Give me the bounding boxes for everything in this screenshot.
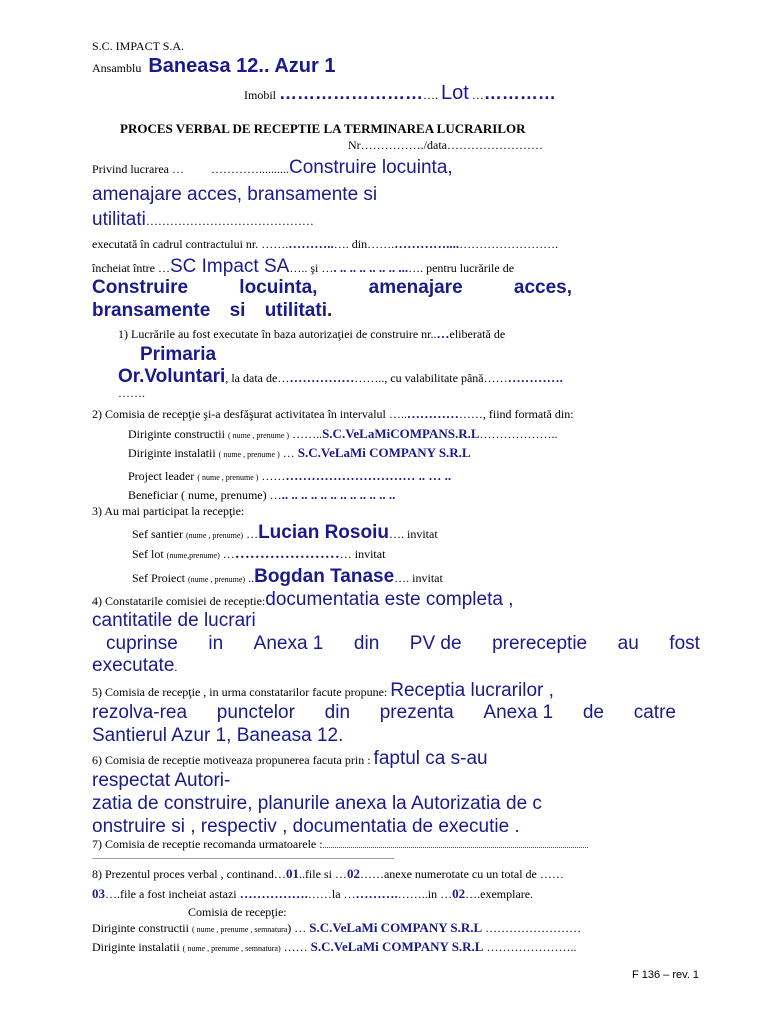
p8-date-dots: ……………. — [239, 886, 308, 901]
p8-exemplare-text: ….exemplare. — [465, 887, 534, 901]
p4-value-3 — [106, 633, 700, 655]
p6-line — [92, 748, 488, 770]
executata-contract-dots: ……….. — [288, 236, 334, 251]
row-small: ( nume , prenume ) — [197, 473, 259, 482]
p6-value-3: zatia de construire, planurile anexa la Autorizatia de c — [92, 793, 542, 814]
p8-total-count: 03 — [92, 886, 105, 901]
p4-value-4: executate — [92, 655, 175, 676]
lucrarile-line-2 — [92, 300, 332, 322]
p8-line-2 — [92, 887, 533, 902]
p8-incheiat-text: ….file a fost incheiat astazi — [105, 887, 240, 901]
footer-form-code: F 136 – rev. 1 — [632, 969, 700, 981]
lucrarile-line-1 — [92, 277, 572, 299]
privind-line-3 — [92, 209, 314, 231]
privind-value-1: Construire locuinta, — [288, 157, 453, 178]
executata-din: …. din……. — [333, 237, 395, 251]
p5-value-1: Receptia lucrarilor , — [390, 680, 554, 701]
incheiat-si: ….. şi … — [289, 261, 334, 275]
p1-valabilitate: …….., cu valabilitate până…… — [354, 371, 508, 385]
executata-date-dots: ………….... — [394, 236, 460, 251]
row-value: Bogdan Tanase — [254, 566, 395, 587]
p4-text: 4) Constatarile comisiei de receptie: — [92, 594, 266, 608]
row-label: Diriginte instalatii — [128, 446, 216, 460]
p4-word: Anexa 1 — [253, 633, 324, 654]
incheiat-text: încheiat între … — [92, 261, 170, 275]
p7-dots-2: ....................................................................................................................................................... — [92, 852, 394, 861]
row-label: Diriginte constructii — [92, 921, 189, 935]
lucrarile-word: utilitati. — [264, 300, 333, 321]
row-value: S.C.VeLaMi COMPANY S.R.L — [310, 939, 484, 954]
lot-dots-a: … — [471, 88, 484, 102]
row-value: S.C.VeLaMi COMPANY S.R.L — [309, 920, 483, 935]
p5-text: 5) Comisia de recepţie , in urma constatarilor facute propune: — [92, 685, 388, 699]
p3-row-sef-santier — [132, 522, 438, 544]
row-value: ………………… — [234, 546, 340, 562]
incheiat-dots: . .. .. .. .. .. .. ... — [333, 260, 409, 275]
p5-word: rezolva-rea — [92, 702, 188, 723]
p8-file-count: 01 — [285, 866, 299, 881]
p8-file-si: ..file si … — [298, 867, 347, 881]
p2-row-project-leader — [128, 469, 451, 484]
ansamblu-line — [92, 55, 335, 78]
incheiat-company: SC Impact SA — [169, 256, 290, 277]
row-small: (nume , prenume) — [188, 575, 246, 584]
row-small: ( nume , prenume ) — [227, 431, 290, 440]
p5-value-3: Santierul Azur 1, Baneasa 12. — [92, 725, 344, 746]
row-label: Sef Proiect — [132, 571, 185, 585]
p8-exemplare-count: 02 — [452, 886, 466, 901]
lucrarile-word: Construire — [92, 277, 189, 298]
p2-line — [92, 407, 574, 422]
p6-value-2: respectat Autori- — [92, 770, 231, 791]
p8-total-text: ……anexe numerotate cu un total de …… — [359, 867, 564, 881]
incheiat-line — [92, 256, 514, 278]
imobil-label: Imobil — [244, 88, 276, 102]
p4-word: in — [208, 633, 224, 654]
row-post: ……………….. — [479, 427, 558, 441]
p1-valabil-dots: …………. — [507, 370, 563, 385]
p5-word: Anexa 1 — [483, 702, 554, 723]
p5-word: catre — [633, 702, 676, 723]
p8-in-text: ……..in … — [397, 887, 453, 901]
row-label: Sef santier — [132, 527, 183, 541]
p1-eliberata: eliberată de — [449, 327, 506, 341]
p2-interval-dots: ………… — [406, 406, 459, 421]
row-label: Diriginte instalatii — [92, 940, 180, 954]
row-pre: … — [266, 488, 282, 502]
p8-text: 8) Prezentul proces verbal , continand… — [92, 867, 286, 881]
row-value: ………………………… .. … .. — [285, 468, 452, 483]
row-post: …………………… — [482, 921, 582, 935]
row-value: S.C.VeLaMiCOMPANS.R.L — [322, 426, 480, 441]
p2-tail: ……, fiind formată din: — [458, 407, 574, 421]
p4-word: din — [353, 633, 380, 654]
ansamblu-value: Baneasa 12.. Azur 1 — [148, 55, 336, 77]
row-value: .. .. .. .. .. .. .. .. .. .. .. .. — [281, 487, 396, 502]
p2-row-diriginte-constructii — [128, 427, 558, 442]
p6-text: 6) Comisia de receptie motiveaza propunerea facuta prin : — [92, 753, 371, 767]
company-name: S.C. IMPACT S.A. — [92, 39, 185, 53]
nr-data-line: Nr……………./data…………………… — [348, 138, 543, 152]
imobil-dots-small: …. — [423, 88, 438, 102]
row-small: ( nume , prenume , semnatura) — [182, 944, 281, 953]
privind-line — [92, 157, 453, 179]
row-small: (nume,prenume) — [166, 551, 220, 560]
p7-line — [92, 838, 589, 852]
privind-value-3-dots: …………………………………… — [145, 214, 314, 228]
comisia-label: Comisia de recepţie: — [188, 905, 287, 919]
lot-label: Lot — [441, 82, 469, 104]
p1-oras: Or.Voluntari — [118, 366, 226, 387]
p4-value-2: cantitatile de lucrari — [92, 610, 256, 631]
row-pre: .. — [245, 571, 255, 585]
row-post: …. invitat — [394, 571, 443, 585]
row-mid: ) … — [287, 921, 310, 935]
p8-la-text: ……la … — [307, 887, 356, 901]
p4-line — [92, 589, 513, 611]
page-title: PROCES VERBAL DE RECEPTIE LA TERMINAREA LUCRARILOR — [120, 121, 526, 136]
row-pre: … — [243, 527, 259, 541]
p8-line-1 — [92, 867, 564, 882]
p8-anexe-count: 02 — [346, 866, 360, 881]
p1-nr-dots: … — [436, 326, 450, 341]
row-label: Diriginte constructii — [128, 427, 225, 441]
p7-text: 7) Comisia de receptie recomanda urmatoarele : — [92, 837, 323, 851]
row-value: Lucian Rosoiu — [258, 522, 389, 543]
p4-line-4 — [92, 655, 177, 677]
row-small: ( nume , prenume ) — [218, 450, 280, 459]
p1-text: 1) Lucrările au fost executate în baza autorizaţiei de construire nr.. — [118, 327, 437, 341]
p8-place-dots: ………. — [355, 886, 398, 901]
comisia-row-instalatii — [92, 940, 576, 955]
lucrarile-word: locuinta, — [239, 277, 318, 298]
p5-word: punctelor — [216, 702, 295, 723]
privind-dots: ………….......... — [210, 162, 289, 176]
row-pre: …… — [258, 469, 286, 483]
executata-line — [92, 237, 558, 252]
row-post: … invitat — [339, 547, 386, 561]
p3-row-sef-proiect — [132, 566, 443, 588]
p1-date-dots: …………… — [289, 370, 355, 385]
lucrarile-word: acces, — [513, 277, 572, 298]
p6-value-1: faptul ca s-au — [373, 748, 488, 769]
p5-word: de — [582, 702, 604, 723]
p7-dots-1: ..................................................................................................................................... — [322, 841, 589, 850]
ansamblu-label: Ansamblu — [92, 61, 142, 75]
lucrarile-word: amenajare — [368, 277, 463, 298]
p4-word: au — [617, 633, 639, 654]
p1-oras-line — [118, 366, 563, 388]
row-label: Project leader — [128, 469, 195, 483]
p5-line — [92, 680, 554, 702]
row-small: (nume , prenume) — [185, 531, 244, 540]
p4-value-1: documentatia este completa , — [265, 589, 514, 610]
lucrarile-word: bransamente — [92, 300, 211, 321]
executata-text: executată în cadrul contractului nr. ……. — [92, 237, 289, 251]
p3-line: 3) Au mai participat la recepţie: — [92, 504, 245, 518]
row-small: ( nume , prenume , semnatura — [191, 925, 288, 934]
comisia-row-constructii — [92, 921, 581, 936]
p4-word: fost — [669, 633, 700, 654]
p4-word: prereceptie — [492, 633, 588, 654]
p3-row-sef-lot — [132, 546, 385, 563]
lucrarile-word: si — [229, 300, 246, 321]
row-label: Sef lot — [132, 547, 164, 561]
incheiat-tail: …. pentru lucrările de — [408, 261, 515, 275]
p1-tail: ……. — [118, 386, 145, 400]
p4-word: PV de — [409, 633, 462, 654]
p2-row-beneficiar — [128, 488, 395, 503]
row-mid: …… — [280, 940, 311, 954]
p5-value-2 — [92, 702, 676, 724]
p2-text: 2) Comisia de recepţie şi-a desfăşurat activitatea în intervalul ….. — [92, 407, 407, 421]
row-pre: … — [279, 446, 298, 460]
p4-word: cuprinse — [106, 633, 178, 654]
p1-primaria: Primaria — [140, 344, 217, 365]
imobil-dots: …………………… — [279, 83, 423, 103]
p5-word: prezenta — [379, 702, 454, 723]
p1-line — [118, 327, 505, 342]
row-label: Beneficiar ( nume, prenume) — [128, 488, 267, 502]
row-value: S.C.VeLaMi COMPANY S.R.L — [297, 445, 471, 460]
lot-dots: ………… — [483, 83, 556, 103]
row-post: ………………….. — [483, 940, 577, 954]
executata-tail: ……………………. — [459, 237, 559, 251]
p6-value-4: onstruire si , respectiv , documentatia de executie . — [92, 816, 520, 837]
row-pre: …….. — [289, 427, 323, 441]
p2-row-diriginte-instalatii — [128, 446, 471, 461]
p5-word: din — [324, 702, 351, 723]
p4-value-4-end: . — [174, 660, 178, 674]
row-pre: … — [219, 547, 235, 561]
privind-value-2: amenajare acces, bransamente si — [92, 184, 378, 205]
privind-label: Privind lucrarea … — [92, 162, 184, 176]
privind-value-3: utilitati — [92, 209, 146, 230]
p1-la-data: , la data de… — [225, 371, 290, 385]
row-post: …. invitat — [388, 527, 438, 541]
imobil-line — [244, 82, 556, 105]
